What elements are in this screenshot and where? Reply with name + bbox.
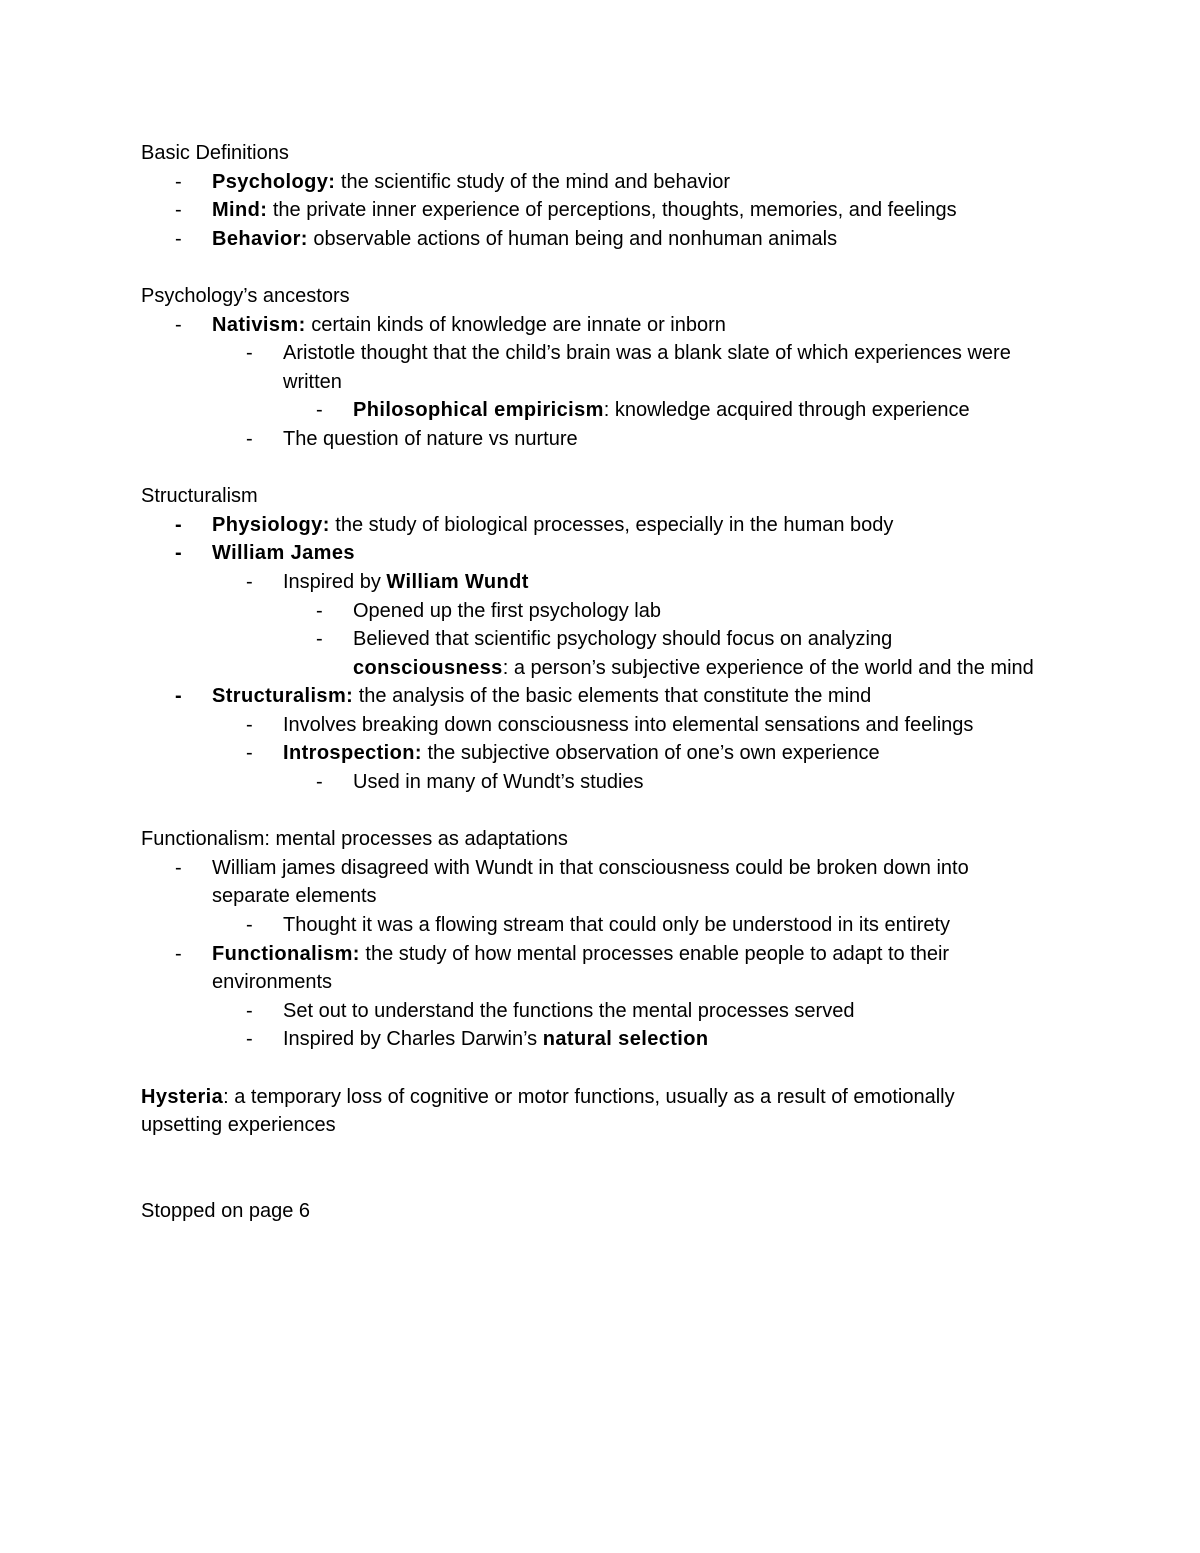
term-william-wundt: William Wundt bbox=[386, 570, 529, 593]
list-item-mind bbox=[141, 196, 1041, 225]
dash-bullet: - bbox=[175, 170, 182, 193]
list-item-flowing-stream bbox=[141, 911, 1041, 940]
term-philosophical-empiricism: Philosophical empiricism bbox=[353, 399, 604, 422]
term-behavior: Behavior: bbox=[212, 227, 308, 250]
list-item-william-james bbox=[141, 539, 1041, 568]
note-text: The question of nature vs nurture bbox=[283, 427, 578, 450]
basic-definitions-list bbox=[141, 168, 1041, 254]
spacer bbox=[141, 253, 1041, 282]
term-mind: Mind: bbox=[212, 199, 268, 222]
list-item-aristotle bbox=[141, 339, 1041, 396]
list-item-breaking-down bbox=[141, 711, 1041, 740]
list-item-physiology bbox=[141, 511, 1041, 540]
definition-text: observable actions of human being and nonhuman animals bbox=[307, 227, 838, 250]
note-text: Inspired by Charles Darwin’s bbox=[283, 1028, 543, 1051]
list-item-behavior bbox=[141, 225, 1041, 254]
note-text: Inspired by bbox=[283, 570, 387, 593]
list-item-nature-nurture bbox=[141, 425, 1041, 454]
dash-bullet: - bbox=[175, 513, 182, 536]
note-text: Aristotle thought that the child’s brain was a blank slate of which experiences were written bbox=[283, 342, 1011, 393]
definition-text: the private inner experience of perceptions, thoughts, memories, and feelings bbox=[267, 199, 957, 222]
structuralism-list bbox=[141, 511, 1041, 797]
list-item-set-out bbox=[141, 997, 1041, 1026]
dash-bullet: - bbox=[316, 599, 323, 622]
note-text: Opened up the first psychology lab bbox=[353, 599, 661, 622]
note-text: Thought it was a flowing stream that could only be understood in its entirety bbox=[283, 914, 951, 937]
term-consciousness: consciousness bbox=[353, 656, 503, 679]
dash-bullet: - bbox=[316, 399, 323, 422]
dash-bullet: - bbox=[246, 914, 253, 937]
definition-text: the subjective observation of one’s own experience bbox=[421, 742, 880, 765]
term-introspection: Introspection: bbox=[283, 742, 422, 765]
ancestors-list bbox=[141, 311, 1041, 454]
list-item-inspired-wundt bbox=[141, 568, 1041, 597]
definition-text: the study of how mental processes enable people to adapt to their environments bbox=[212, 942, 950, 994]
list-item-wundt-studies bbox=[141, 768, 1041, 797]
term-functionalism: Functionalism: bbox=[212, 942, 360, 965]
list-item-consciousness bbox=[141, 625, 1041, 682]
section-heading-functionalism: Functionalism: mental processes as adaptations bbox=[141, 828, 568, 851]
functionalism-list bbox=[141, 854, 1041, 1054]
dash-bullet: - bbox=[246, 742, 253, 765]
definition-text: the scientific study of the mind and behavior bbox=[335, 170, 730, 193]
term-hysteria: Hysteria bbox=[141, 1085, 224, 1108]
spacer bbox=[141, 1140, 1041, 1197]
dash-bullet: - bbox=[175, 856, 182, 879]
hysteria-definition bbox=[141, 1083, 1041, 1140]
note-text: William james disagreed with Wundt in that consciousness could be broken down into separate elements bbox=[212, 856, 969, 908]
spacer bbox=[141, 454, 1041, 483]
definition-text: the analysis of the basic elements that constitute the mind bbox=[353, 685, 872, 708]
document-body bbox=[141, 139, 1041, 1226]
section-heading-ancestors: Psychology’s ancestors bbox=[141, 284, 350, 307]
dash-bullet: - bbox=[175, 542, 182, 565]
dash-bullet: - bbox=[246, 427, 253, 450]
definition-text: the study of biological processes, especially in the human body bbox=[329, 513, 894, 536]
note-text: Involves breaking down consciousness into elemental sensations and feelings bbox=[283, 713, 974, 736]
dash-bullet: - bbox=[246, 713, 253, 736]
dash-bullet: - bbox=[246, 570, 253, 593]
dash-bullet: - bbox=[175, 942, 182, 965]
definition-text: : a person’s subjective experience of the world and the mind bbox=[502, 656, 1034, 679]
dash-bullet: - bbox=[246, 342, 253, 365]
dash-bullet: - bbox=[175, 313, 182, 336]
term-william-james: William James bbox=[212, 542, 355, 565]
note-text: Believed that scientific psychology should focus on analyzing bbox=[353, 628, 893, 651]
dash-bullet: - bbox=[175, 199, 182, 222]
dash-bullet: - bbox=[175, 227, 182, 250]
note-text: Used in many of Wundt’s studies bbox=[353, 771, 644, 794]
list-item-first-lab bbox=[141, 597, 1041, 626]
spacer bbox=[141, 1054, 1041, 1083]
dash-bullet: - bbox=[246, 1028, 253, 1051]
list-item-nativism bbox=[141, 311, 1041, 340]
list-item-james-disagreed bbox=[141, 854, 1041, 911]
term-psychology: Psychology: bbox=[212, 170, 336, 193]
list-item-empiricism bbox=[141, 396, 1041, 425]
note-text: Set out to understand the functions the mental processes served bbox=[283, 999, 855, 1022]
term-natural-selection: natural selection bbox=[542, 1028, 709, 1051]
section-heading-basic-definitions: Basic Definitions bbox=[141, 142, 289, 164]
stopped-note: Stopped on page 6 bbox=[141, 1199, 311, 1222]
list-item-psychology bbox=[141, 168, 1041, 197]
dash-bullet: - bbox=[246, 999, 253, 1022]
term-physiology: Physiology: bbox=[212, 513, 330, 536]
definition-text: certain kinds of knowledge are innate or inborn bbox=[305, 313, 726, 336]
spacer bbox=[141, 797, 1041, 826]
definition-text: : knowledge acquired through experience bbox=[603, 399, 970, 422]
term-structuralism: Structuralism: bbox=[212, 685, 354, 708]
dash-bullet: - bbox=[175, 685, 182, 708]
section-heading-structuralism: Structuralism bbox=[141, 485, 258, 508]
list-item-structuralism-def bbox=[141, 682, 1041, 711]
list-item-darwin bbox=[141, 1025, 1041, 1054]
definition-text: : a temporary loss of cognitive or motor functions, usually as a result of emotionally upsetting experiences bbox=[141, 1085, 955, 1137]
term-nativism: Nativism: bbox=[212, 313, 306, 336]
dash-bullet: - bbox=[316, 628, 323, 651]
dash-bullet: - bbox=[316, 771, 323, 794]
list-item-introspection bbox=[141, 739, 1041, 768]
list-item-functionalism-def bbox=[141, 940, 1041, 997]
